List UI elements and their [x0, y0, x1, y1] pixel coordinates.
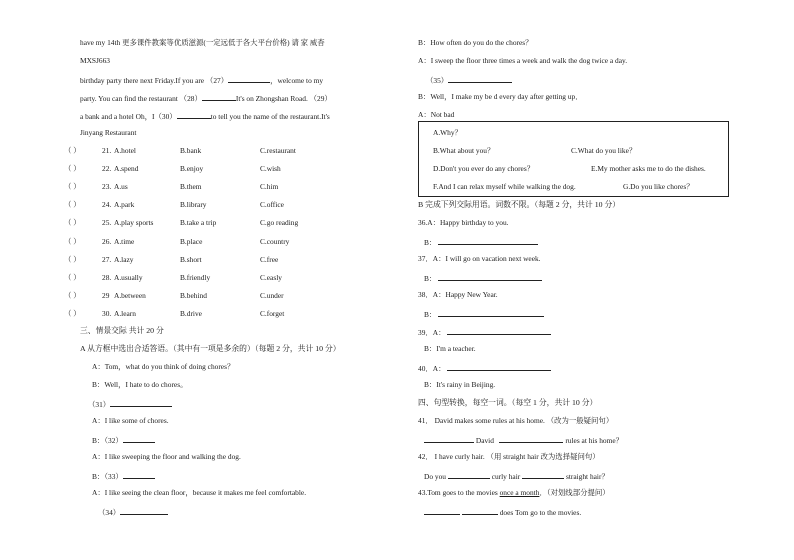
dialog-line: B：Well，I make my be d every day after getting up． — [418, 92, 583, 101]
dialog-line: A：I like some of chores. — [92, 416, 169, 425]
option-c: C.country — [260, 236, 290, 246]
answer-bracket[interactable]: （ ） — [64, 182, 81, 192]
dialog-line-33: B：（33） — [92, 470, 155, 482]
option-b: B.place — [180, 236, 203, 246]
option-c: C.restaurant — [260, 146, 296, 155]
blank-42a[interactable] — [448, 470, 490, 479]
option-c: C.office — [260, 200, 284, 210]
dialog-line: B：Well，I hate to do chores。 — [92, 380, 188, 389]
blank-27[interactable] — [228, 74, 270, 83]
question-number: 23. — [102, 182, 112, 192]
blank-41b[interactable] — [499, 434, 563, 443]
passage-line-6: Jinyang Restaurant — [80, 128, 137, 137]
answer-bracket[interactable]: （ ） — [64, 272, 81, 282]
blank-35[interactable] — [448, 74, 512, 83]
passage-line-2: MXSJ663 — [80, 56, 110, 65]
passage-line-5: a bank and a hotel Oh，I（30） to tell you the name of the restaurant.It's — [80, 112, 330, 121]
q36-answer: B： — [424, 236, 538, 248]
question-number: 29 — [102, 290, 110, 300]
answer-options-box — [418, 121, 729, 197]
passage-line-4: party. You can find the restaurant （28） It's on Zhongshan Road. （29） — [80, 94, 332, 103]
option-c: C.under — [260, 290, 284, 300]
q43-answer-line: does Tom go to the movies. — [424, 506, 581, 518]
question-number: 28. — [102, 272, 112, 282]
q39-answer: B：I'm a teacher. — [424, 344, 476, 353]
option-a: A.time — [114, 236, 135, 246]
q40-answer: B：It's rainy in Beijing. — [424, 380, 496, 389]
question-number: 22. — [102, 164, 112, 174]
blank-30[interactable] — [177, 110, 211, 119]
answer-bracket[interactable]: （ ） — [64, 290, 81, 300]
option-a: A.hotel — [114, 146, 136, 155]
option-b: B.library — [180, 200, 207, 210]
dialog-line: A：I like seeing the clean floor，because it makes me feel comfortable. — [92, 488, 307, 497]
section-b-title: B 完成下列交际用语。词数不限。（每题 2 分，共计 10 分） — [418, 200, 621, 209]
dialog-line: A：I like sweeping the floor and walking the dog. — [92, 452, 241, 461]
box-option-b: B.What about you？ — [433, 146, 495, 155]
dialog-line: A：Tom，what do you think of doing chores？ — [92, 362, 235, 371]
box-option-c: C.What do you like？ — [571, 146, 637, 155]
blank-40[interactable] — [447, 362, 551, 371]
dialog-line-34: （34） — [98, 506, 168, 518]
option-a: A.play sports — [114, 218, 154, 228]
option-a: A.lazy — [114, 254, 134, 264]
option-a: A.usually — [114, 272, 143, 282]
section-a-title: A 从方框中选出合适答语。（其中有一项是多余的）（每题 2 分，共计 10 分） — [80, 344, 341, 353]
question-number: 21. — [102, 146, 112, 155]
blank-39[interactable] — [447, 326, 551, 335]
q37-prompt: 37．A：I will go on vacation next week. — [418, 254, 541, 263]
blank-32[interactable] — [123, 434, 155, 443]
answer-bracket[interactable]: （ ） — [64, 146, 81, 155]
q37-answer: B： — [424, 272, 542, 284]
dialog-line: A：I sweep the floor three times a week and walk the dog twice a day. — [418, 56, 628, 65]
blank-28[interactable] — [202, 92, 236, 101]
answer-bracket[interactable]: （ ） — [64, 308, 81, 318]
box-option-d: D.Don't you ever do any chores？ — [433, 164, 535, 173]
blank-41a[interactable] — [424, 434, 474, 443]
box-option-g: G.Do you like chores？ — [623, 182, 694, 191]
blank-42b[interactable] — [522, 470, 564, 479]
box-option-e: E.My mother asks me to do the dishes. — [591, 164, 706, 173]
answer-bracket[interactable]: （ ） — [64, 236, 81, 246]
q39-prompt: 39．A： — [418, 326, 551, 338]
q38-answer: B： — [424, 308, 544, 320]
option-c: C.forget — [260, 308, 285, 318]
option-c: C.free — [260, 254, 279, 264]
answer-bracket[interactable]: （ ） — [64, 164, 81, 174]
q43-prompt: 43.Tom goes to the movies once a month．（对划线部分提问） — [418, 488, 610, 497]
answer-bracket[interactable]: （ ） — [64, 254, 81, 264]
q40-prompt: 40．A： — [418, 362, 551, 374]
question-number: 26. — [102, 236, 112, 246]
q38-prompt: 38．A：Happy New Year. — [418, 290, 498, 299]
dialog-line-35: （35） — [426, 74, 512, 86]
option-b: B.friendly — [180, 272, 211, 282]
option-a: A.us — [114, 182, 128, 192]
blank-37[interactable] — [438, 272, 542, 281]
section-3-title: 三、情景交际 共计 20 分 — [80, 326, 164, 335]
question-number: 30. — [102, 308, 112, 318]
box-option-f: F.And I can relax myself while walking the dog. — [433, 182, 576, 191]
option-b: B.take a trip — [180, 218, 217, 228]
blank-31[interactable] — [110, 398, 172, 407]
blank-33[interactable] — [123, 470, 155, 479]
option-b: B.short — [180, 254, 202, 264]
option-b: B.behind — [180, 290, 207, 300]
dialog-line: A：Not bad — [418, 110, 455, 119]
q41-prompt: 41． David makes some rules at his home. （改为一般疑问句） — [418, 416, 614, 425]
option-b: B.bank — [180, 146, 202, 155]
q42-answer-line: Do you curly hair straight hair？ — [424, 472, 609, 481]
option-a: A.park — [114, 200, 135, 210]
box-option-a: A.Why？ — [433, 128, 462, 137]
option-b: B.them — [180, 182, 202, 192]
option-c: C.wish — [260, 164, 281, 174]
option-b: B.enjoy — [180, 164, 204, 174]
dialog-line-31: （31） — [88, 398, 172, 410]
q36-prompt: 36.A：Happy birthday to you. — [418, 218, 509, 227]
blank-34[interactable] — [120, 506, 168, 515]
option-c: C.go reading — [260, 218, 299, 228]
blank-43b[interactable] — [462, 506, 498, 515]
option-a: A.learn — [114, 308, 136, 318]
dialog-line-32: B：（32） — [92, 434, 155, 446]
option-c: C.easly — [260, 272, 282, 282]
q41-answer-line: David rules at his home？ — [424, 434, 623, 446]
passage-line-3: birthday party there next Friday.If you are （27） ，welcome to my — [80, 76, 324, 85]
question-number: 27. — [102, 254, 112, 264]
question-number: 25. — [102, 218, 112, 228]
section-4-title: 四、句型转换，每空一词。（每空 1 分，共计 10 分） — [418, 398, 598, 407]
answer-bracket[interactable]: （ ） — [64, 200, 81, 210]
question-number: 24. — [102, 200, 112, 210]
dialog-line: B：How often do you do the chores？ — [418, 38, 533, 47]
passage-line-1: have my 14th 更多课件教案等优质滋源(一定远低于各大平台价格) 请 家 威杳 — [80, 38, 325, 47]
answer-bracket[interactable]: （ ） — [64, 218, 81, 228]
option-c: C.him — [260, 182, 279, 192]
option-a: A.between — [114, 290, 146, 300]
blank-38[interactable] — [438, 308, 544, 317]
option-b: B.drive — [180, 308, 202, 318]
q42-prompt: 42． I have curly hair. （用 straight hair 改为选择疑问句） — [418, 452, 600, 461]
blank-36[interactable] — [438, 236, 538, 245]
blank-43a[interactable] — [424, 506, 460, 515]
option-a: A.spend — [114, 164, 139, 174]
